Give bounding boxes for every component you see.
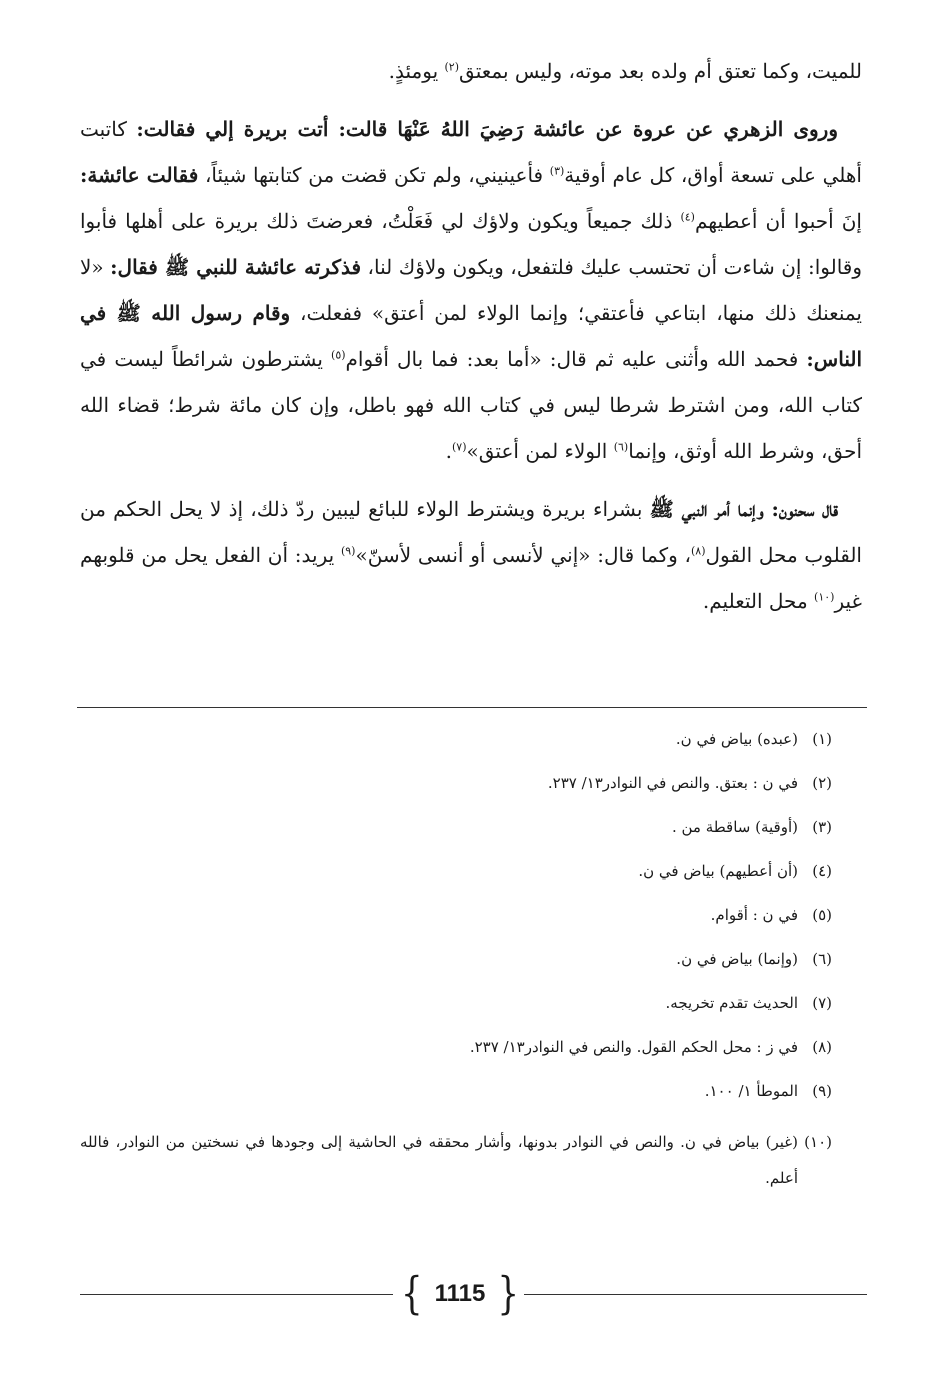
text-run: محل التعليم.	[702, 589, 815, 613]
text-run: فأعينيني، ولم تكن قضت من كتابتها شيئاً،	[198, 163, 550, 187]
footnote-item	[80, 1036, 832, 1058]
footnote-ref: (٧)	[452, 440, 467, 454]
paragraph-1	[80, 106, 862, 474]
page-number: 1115	[434, 1280, 486, 1307]
text-run: يريد: أن الفعل يحل من قلوبهم غير	[80, 543, 862, 613]
text-run: الولاء لمن أعتق»	[466, 439, 614, 463]
footnote-item	[80, 948, 832, 970]
footnote-item	[80, 1080, 832, 1102]
text-run-bold: فقالت عائشة:	[80, 163, 199, 187]
text-run-bold: وقام رسول الله ﷺ في الناس:	[80, 301, 862, 371]
footnote-ref: (٨)	[691, 544, 706, 558]
footer-rule-right	[524, 1294, 867, 1295]
text-run: .	[445, 439, 452, 463]
footnote-text: في ن : بعتق. والنص في النوادر١٣/ ٢٣٧.	[547, 774, 798, 792]
text-run-bold: فذكرته عائشة للنبي ﷺ فقال:	[110, 255, 362, 279]
footnote-item	[80, 816, 832, 838]
footnote-number: (١)	[812, 730, 832, 748]
text-run: بشراء بريرة ويشترط الولاء للبائع ليبين ردّ ذلك، إذ لا يحل الحكم من القلوب محل القول	[80, 497, 862, 567]
left-brace-ornament: {	[400, 1268, 423, 1320]
footnote-item	[80, 992, 832, 1014]
footnote-text: (وإنما) بياض في ن.	[676, 950, 798, 968]
footnotes	[80, 728, 832, 1196]
footnote-number: (١٠)	[804, 1133, 832, 1151]
text-run-bold: وروى الزهري عن عروة عن عائشة رَضِيَ اللهُ عَنْهَا قالت: أتت بريرة إلي فقالت:	[136, 117, 839, 141]
footnote-number: (٤)	[812, 862, 832, 880]
paragraph-2	[80, 486, 862, 624]
footnote-item	[80, 728, 832, 750]
footnote-number: (٨)	[812, 1038, 832, 1056]
text-run: ذلك جميعاً ويكون ولاؤك لي فَعَلْتُ، فعرضتَ ذلك بريرة على أهلها فأبوا وقالوا: إن شاءت أن تحتسب عليك فلتفعل، ويكون ولاؤك لنا،	[80, 209, 863, 279]
footnote-number: (٦)	[812, 950, 832, 968]
footnote-item	[80, 772, 832, 794]
footnote-text: (أوقية) ساقطة من .	[671, 818, 798, 836]
footnote-text: (غير) بياض في ن. والنص في النوادر بدونها، وأشار محققه في الحاشية إلى وجودها في نسختين من النوادر، فالله أعلم.	[80, 1133, 798, 1187]
footnote-separator	[77, 707, 867, 708]
footnote-item	[80, 904, 832, 926]
footnote-text: الحديث تقدم تخريجه.	[665, 994, 798, 1012]
footnote-ref: (٩)	[340, 544, 356, 558]
footnote-text: في ز : محل الحكم القول. والنص في النوادر١٣/ ٢٣٧.	[469, 1038, 798, 1056]
text-run: يشترطون شرائطاً ليست في كتاب الله، ومن اشترط شرطا ليس في كتاب الله فهو باطل، وإن كان مائة شرط؛ قضاء الله أحق، وشرط الله أوثق، وإنما	[80, 347, 862, 463]
text-run: كاتبت أهلي على تسعة أواق، كل عام أوقية	[80, 117, 862, 187]
footnote-ref: (١٠)	[814, 590, 835, 604]
footnote-ref: (٣)	[549, 164, 565, 178]
footnote-number: (٧)	[812, 994, 832, 1012]
footnote-number: (٥)	[812, 906, 832, 924]
text-run: للميت، وكما تعتق أم ولده بعد موته، وليس بمعتق	[459, 59, 862, 83]
footnote-item	[80, 1124, 832, 1196]
paragraph-0	[80, 48, 862, 94]
text-run: فحمد الله وأثنى عليه ثم قال: «أما بعد: فما بال أقوام	[345, 347, 807, 371]
page-number-box	[398, 1268, 522, 1320]
footnote-item	[80, 860, 832, 882]
footer-rule-left	[80, 1294, 393, 1295]
text-run: يومئذٍ.	[388, 59, 445, 83]
footnote-number: (٣)	[812, 818, 832, 836]
footnote-number: (٢)	[812, 774, 832, 792]
text-run: ، وكما قال: «إني لأنسى أو أنسى لأسنّ»	[355, 543, 691, 567]
footnote-text: (أن أعطيهم) بياض في ن.	[638, 862, 798, 880]
footnote-ref: (٢)	[444, 60, 460, 74]
main-text	[80, 48, 862, 636]
page-footer	[80, 1270, 867, 1318]
footnote-number: (٩)	[812, 1082, 832, 1100]
footnote-text: في ن : أقوام.	[710, 906, 798, 924]
footnote-ref: (٤)	[680, 210, 695, 224]
text-run: «لا يمنعنك ذلك منها، ابتاعي فأعتقي؛ وإنما الولاء لمن أعتق» ففعلت،	[80, 255, 862, 325]
text-run-bold: قال سحنون: وإنما أمر النبي ﷺ	[649, 497, 839, 521]
footnote-ref: (٥)	[331, 348, 346, 362]
footnote-text: (عبده) بياض في ن.	[675, 730, 798, 748]
text-run: إنَ أحبوا أن أعطيهم	[694, 209, 862, 233]
footnote-text: الموطأ ١/ ١٠٠.	[704, 1082, 798, 1100]
right-brace-ornament: }	[497, 1268, 520, 1320]
footnote-ref: (٦)	[613, 440, 629, 454]
